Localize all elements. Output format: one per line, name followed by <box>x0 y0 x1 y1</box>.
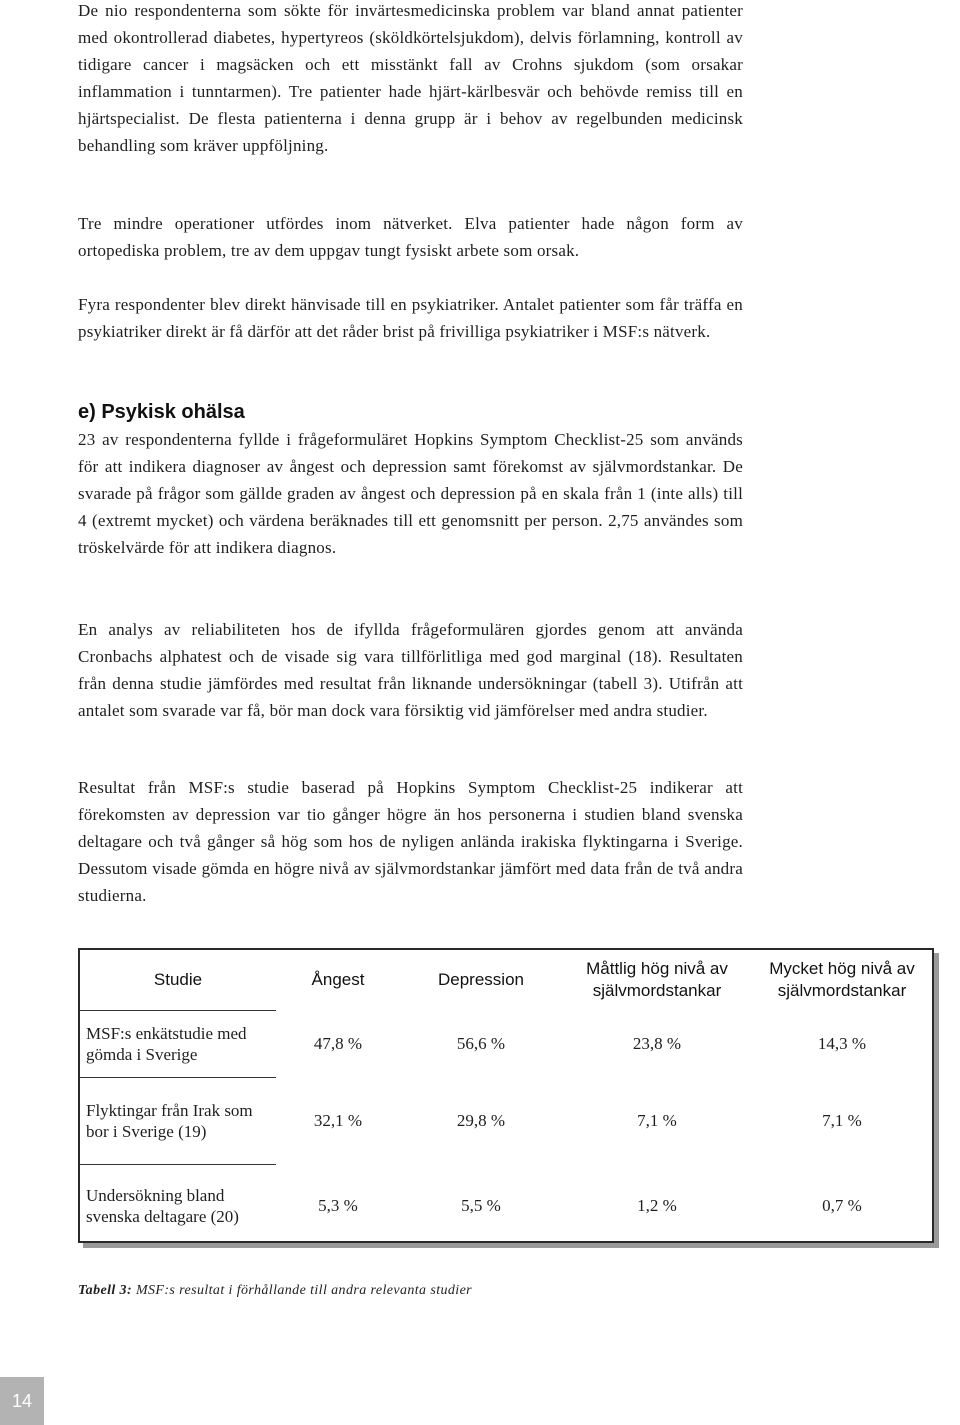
paragraph-internal-medicine: De nio respondenterna som sökte för invärtesmedicinska problem var bland annat patienter med okontrollerad diabetes, hypertyreos (sköldkörtelsjukdom), delvis förlamning, kontroll av tidigare cancer i magsäcken och ett misstänkt fall av Crohns sjukdom (som orsakar inflammation i tunntarmen). Tre patienter hade hjärt-kärlbesvär och behövde remiss till en hjärtspecialist. De flesta patienterna i denna grupp är i behov av regelbunden medicinsk behandling som kräver uppföljning. <box>78 1 743 155</box>
table-row <box>80 1165 932 1248</box>
study-name: MSF:s enkätstudie med gömda i Sverige <box>80 1011 276 1078</box>
study-name: Undersökning bland svenska deltagare (20) <box>80 1165 276 1248</box>
caption-label: Tabell 3: <box>78 1283 133 1298</box>
high-suicidal-value: 7,1 % <box>822 1111 862 1130</box>
header-moderate-suicidal: Måttlig hög nivå av självmordstankar <box>586 959 728 1001</box>
moderate-suicidal-value: 23,8 % <box>632 1034 682 1053</box>
table-row <box>80 1078 932 1165</box>
header-anxiety: Ångest <box>311 970 365 990</box>
paragraph-operations: Tre mindre operationer utfördes inom nätverket. Elva patienter hade någon form av ortopediska problem, tre av dem uppgav tungt fysiskt arbete som orsak. <box>78 214 743 260</box>
table-header-row <box>80 950 932 1011</box>
anxiety-value: 32,1 % <box>313 1111 363 1130</box>
header-high-suicidal: Mycket hög nivå av självmordstankar <box>769 959 915 1001</box>
study-name: Flyktingar från Irak som bor i Sverige (19) <box>80 1078 276 1165</box>
section-heading: e) Psykisk ohälsa <box>78 401 245 423</box>
paragraph-psychiatry: Fyra respondenter blev direkt hänvisade till en psykiatriker. Antalet patienter som får träffa en psykiatriker direkt är få därför att det råder brist på frivilliga psykiatriker i MSF:s nätverk. <box>78 295 743 341</box>
results-table <box>80 950 932 1247</box>
table-caption <box>78 1283 472 1299</box>
paragraph-reliability: En analys av reliabiliteten hos de ifyllda frågeformulären gjordes genom att använda Cronbachs alphatest och de visade sig vara tillförlitliga med god marginal (18). Resultaten från denna studie jämfördes med resultat från liknande undersökningar (tabell 3). Utifrån att antalet som svarade var få, bör man dock vara försiktig vid jämförelser med andra studier. <box>78 620 743 720</box>
high-suicidal-value: 14,3 % <box>817 1034 867 1053</box>
high-suicidal-value: 0,7 % <box>822 1195 862 1215</box>
table-row <box>80 1011 932 1078</box>
anxiety-value: 5,3 % <box>318 1195 358 1215</box>
paragraph-results: Resultat från MSF:s studie baserad på Hopkins Symptom Checklist-25 indikerar att förekomsten av depression var tio gånger högre än hos personerna i studien bland svenska deltagare och två gånger så hög som hos de nyligen anlända irakiska flyktingarna i Sverige. Dessutom visade gömda en högre nivå av självmordstankar jämfört med data från de två andra studierna. <box>78 778 743 905</box>
results-table-frame <box>78 948 934 1243</box>
header-depression: Depression <box>438 970 524 990</box>
page-number: 14 <box>0 1377 44 1425</box>
depression-value: 5,5 % <box>461 1195 501 1215</box>
depression-value: 56,6 % <box>456 1034 506 1053</box>
paragraph-hopkins-checklist: 23 av respondenterna fyllde i frågeformuläret Hopkins Symptom Checklist-25 som används för att indikera diagnoser av ångest och depression samt förekomst av självmordstankar. De svarade på frågor som gällde graden av ångest och depression på en skala från 1 (inte alls) till 4 (extremt mycket) och värdena beräknades till ett genomsnitt per person. 2,75 användes som tröskelvärde för att indikera diagnos. <box>78 430 743 557</box>
moderate-suicidal-value: 7,1 % <box>637 1111 677 1130</box>
caption-text: MSF:s resultat i förhållande till andra relevanta studier <box>135 1283 473 1298</box>
anxiety-value: 47,8 % <box>313 1034 363 1053</box>
header-study: Studie <box>153 970 203 989</box>
depression-value: 29,8 % <box>456 1111 506 1130</box>
moderate-suicidal-value: 1,2 % <box>637 1195 677 1215</box>
